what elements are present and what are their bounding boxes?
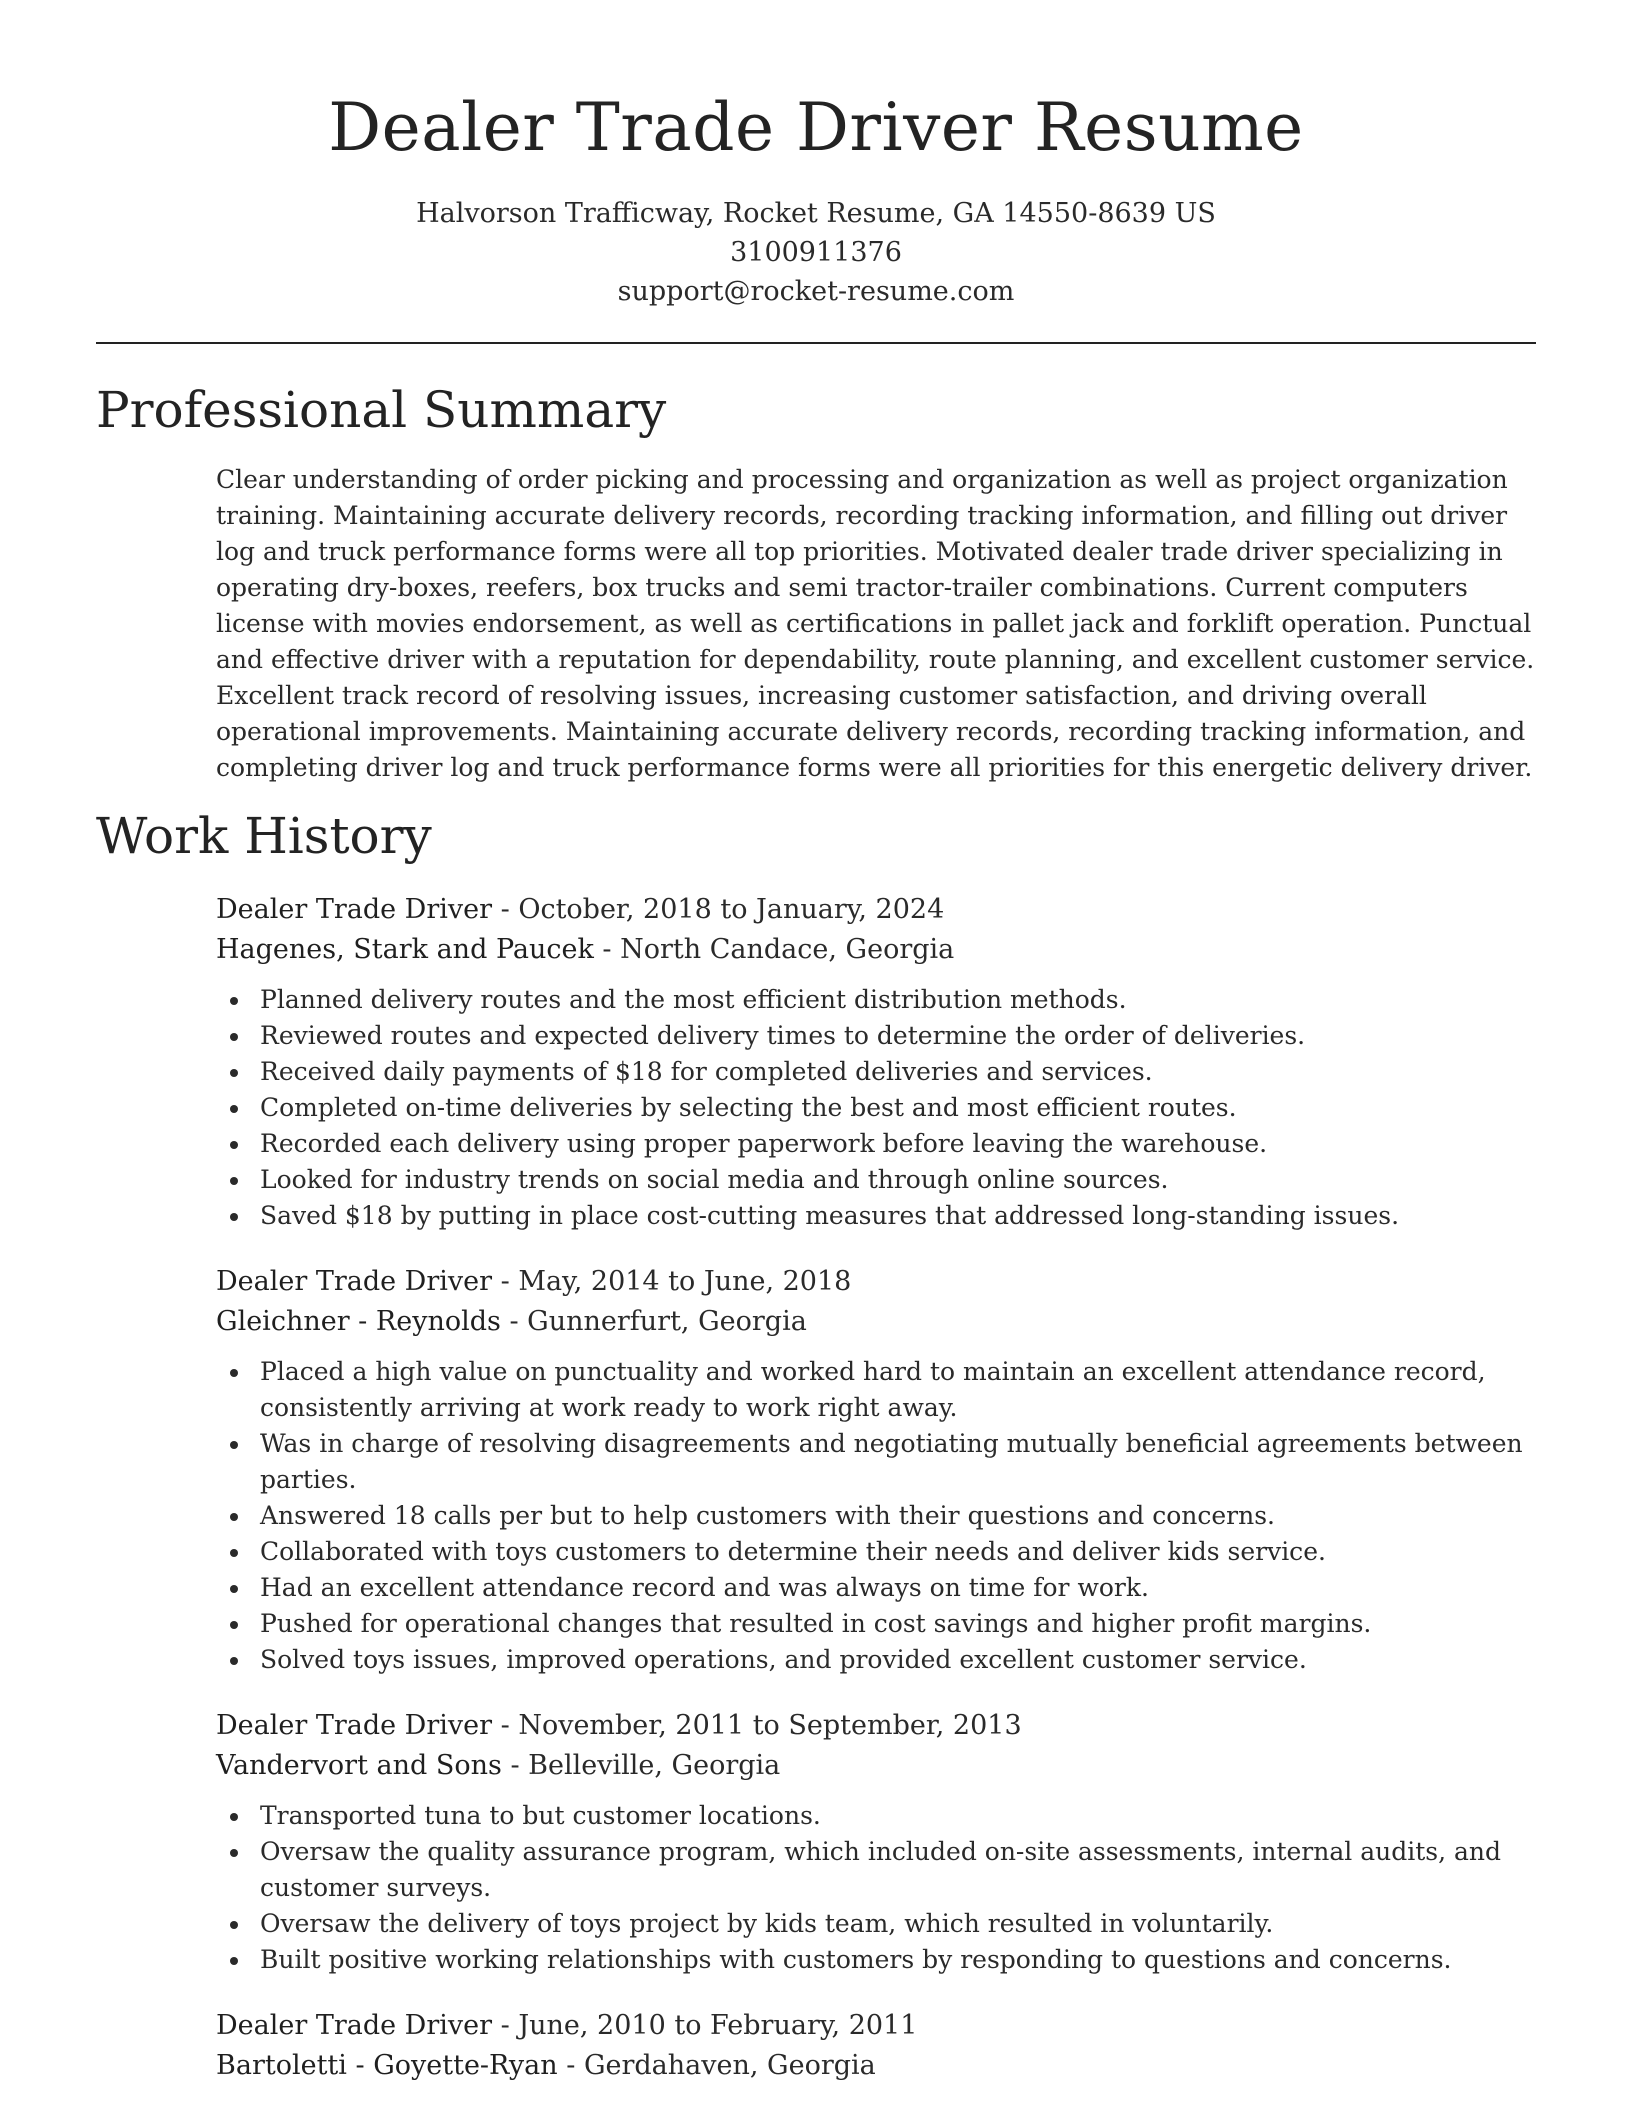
job-bullet: Recorded each delivery using proper paperwork before leaving the warehouse.	[216, 1126, 1538, 1162]
summary-heading: Professional Summary	[96, 381, 667, 439]
job-location: Belleville, Georgia	[528, 1750, 781, 1781]
job-separator: -	[501, 1750, 529, 1781]
job-title: Dealer Trade Driver	[216, 1710, 493, 1741]
job-entry	[216, 2006, 1538, 2086]
job-company: Gleichner - Reynolds	[216, 1306, 501, 1337]
job-separator: -	[492, 2010, 519, 2041]
job-bullet: Had an excellent attendance record and was always on time for work.	[216, 1570, 1538, 1606]
job-bullet-list	[216, 982, 1538, 1234]
job-company: Hagenes, Stark and Paucek	[216, 934, 594, 965]
job-separator: -	[593, 934, 621, 965]
job-bullet: Oversaw the quality assurance program, which included on-site assessments, internal audits, and customer surveys.	[216, 1834, 1538, 1906]
job-bullet: Placed a high value on punctuality and worked hard to maintain an excellent attendance record, consistently arriving at work ready to work right away.	[216, 1354, 1538, 1426]
job-company: Vandervort and Sons	[216, 1750, 502, 1781]
job-bullet: Reviewed routes and expected delivery times to determine the order of deliveries.	[216, 1018, 1538, 1054]
job-bullet-list	[216, 1354, 1538, 1678]
page-title: Dealer Trade Driver Resume	[328, 89, 1304, 166]
job-bullet: Pushed for operational changes that resulted in cost savings and higher profit margins.	[216, 1606, 1538, 1642]
job-separator: -	[500, 1306, 528, 1337]
job-separator: -	[492, 894, 519, 925]
job-dates: October, 2018 to January, 2024	[518, 894, 945, 925]
job-separator: -	[557, 2050, 584, 2081]
job-company: Bartoletti - Goyette-Ryan	[216, 2050, 558, 2081]
job-bullet: Solved toys issues, improved operations, and provided excellent customer service.	[216, 1642, 1538, 1678]
job-company-line	[216, 930, 1538, 970]
job-bullet: Built positive working relationships with customers by responding to questions and concerns.	[216, 1942, 1538, 1978]
resume-header	[0, 0, 1632, 311]
job-title: Dealer Trade Driver	[216, 2010, 493, 2041]
job-bullet: Transported tuna to but customer locations.	[216, 1798, 1538, 1834]
job-bullet-list	[216, 1798, 1538, 1978]
job-list	[216, 890, 1538, 2114]
contact-block	[0, 194, 1632, 311]
job-title-line	[216, 2006, 1538, 2046]
contact-email: support@rocket-resume.com	[617, 276, 1015, 307]
job-title: Dealer Trade Driver	[216, 894, 493, 925]
header-divider	[96, 342, 1536, 344]
job-company-line	[216, 1302, 1538, 1342]
job-bullet: Received daily payments of $18 for completed deliveries and services.	[216, 1054, 1538, 1090]
job-title-line	[216, 1262, 1538, 1302]
job-location: Gerdahaven, Georgia	[583, 2050, 876, 2081]
job-location: North Candace, Georgia	[620, 934, 955, 965]
job-company-line	[216, 2046, 1538, 2086]
job-location: Gunnerfurt, Georgia	[527, 1306, 807, 1337]
job-title: Dealer Trade Driver	[216, 1266, 493, 1297]
job-bullet: Collaborated with toys customers to determine their needs and deliver kids service.	[216, 1534, 1538, 1570]
job-dates: May, 2014 to June, 2018	[518, 1266, 852, 1297]
job-bullet: Looked for industry trends on social media and through online sources.	[216, 1162, 1538, 1198]
job-bullet: Planned delivery routes and the most efficient distribution methods.	[216, 982, 1538, 1018]
work-history-heading: Work History	[96, 807, 432, 865]
job-entry	[216, 890, 1538, 1234]
job-title-line	[216, 890, 1538, 930]
job-bullet: Answered 18 calls per but to help customers with their questions and concerns.	[216, 1498, 1538, 1534]
contact-phone: 3100911376	[730, 237, 902, 268]
job-title-line	[216, 1706, 1538, 1746]
job-dates: November, 2011 to September, 2013	[518, 1710, 1022, 1741]
contact-address: Halvorson Trafficway, Rocket Resume, GA 14550-8639 US	[416, 198, 1216, 229]
job-company-line	[216, 1746, 1538, 1786]
job-bullet: Was in charge of resolving disagreements and negotiating mutually beneficial agreements between parties.	[216, 1426, 1538, 1498]
job-bullet: Oversaw the delivery of toys project by kids team, which resulted in voluntarily.	[216, 1906, 1538, 1942]
job-bullet: Completed on-time deliveries by selecting the best and most efficient routes.	[216, 1090, 1538, 1126]
job-entry	[216, 1706, 1538, 1978]
job-separator: -	[492, 1266, 519, 1297]
job-entry	[216, 1262, 1538, 1678]
summary-text: Clear understanding of order picking and processing and organization as well as project organization training. Maintaining accurate delivery records, recording tracking information, and filling out driver log and truck performance forms were all top priorities. Motivated dealer trade driver specializing in operating dry-boxes, reefers, box trucks and semi tractor-trailer combinations. Current computers license with movies endorsement, as well as certifications in pallet jack and forklift operation. Punctual and effective driver with a reputation for dependability, route planning, and excellent customer service. Excellent track record of resolving issues, increasing customer satisfaction, and driving overall operational improvements. Maintaining accurate delivery records, recording tracking information, and completing driver log and truck performance forms were all priorities for this energetic delivery driver.	[216, 465, 1535, 782]
job-bullet: Saved $18 by putting in place cost-cutting measures that addressed long-standing issues.	[216, 1198, 1538, 1234]
job-separator: -	[492, 1710, 519, 1741]
job-dates: June, 2010 to February, 2011	[518, 2010, 918, 2041]
